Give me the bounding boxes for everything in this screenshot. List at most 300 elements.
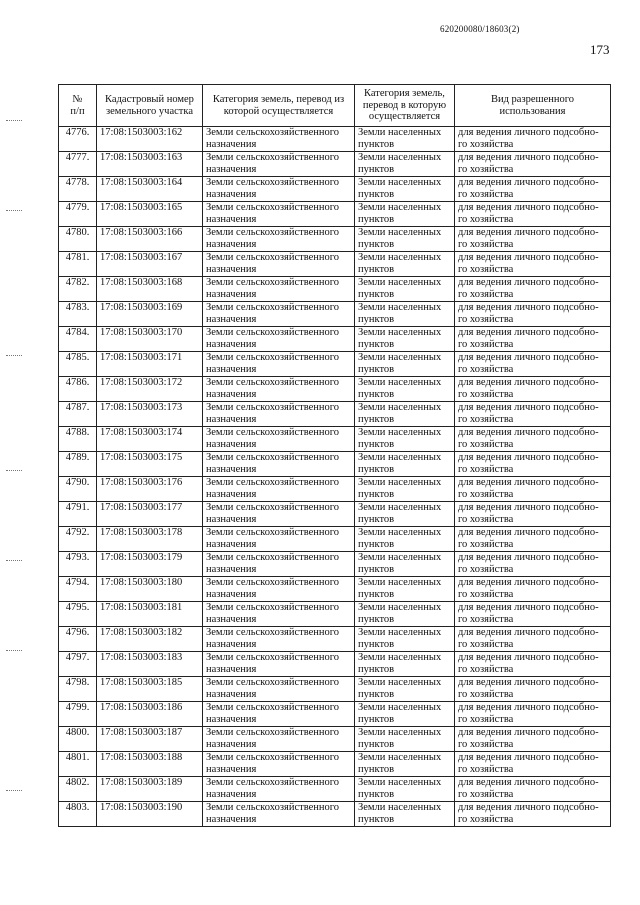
category-from-cell — [203, 152, 355, 177]
row-number-cell — [59, 277, 97, 302]
cadastral-number-cell — [97, 802, 203, 827]
cadastral-number-cell — [97, 502, 203, 527]
table-row — [59, 577, 611, 602]
cadastral-number-cell — [97, 577, 203, 602]
category-to: Земли населенных пунктов — [358, 477, 442, 500]
scan-margin-mark — [6, 560, 22, 562]
row-number: 4801. — [65, 752, 90, 763]
row-number-cell — [59, 652, 97, 677]
category-from-cell — [203, 127, 355, 152]
row-number-cell — [59, 702, 97, 727]
permitted-use-cell — [455, 577, 611, 602]
row-number-cell — [59, 402, 97, 427]
table-row — [59, 427, 611, 452]
cadastral-number: 17:08:1503003:186 — [100, 702, 183, 713]
row-number: 4796. — [65, 627, 90, 638]
table-row — [59, 602, 611, 627]
permitted-use-cell — [455, 602, 611, 627]
cadastral-number-cell — [97, 202, 203, 227]
permitted-use: для ведения личного подсобно- го хозяйства — [458, 802, 599, 825]
scan-margin-mark — [6, 470, 22, 472]
category-to-cell — [355, 477, 455, 502]
category-from: Земли сельскохозяйственного назначения — [206, 477, 340, 500]
category-from: Земли сельскохозяйственного назначения — [206, 402, 340, 425]
category-from-cell — [203, 802, 355, 827]
cadastral-number-cell — [97, 702, 203, 727]
cadastral-number: 17:08:1503003:163 — [100, 152, 183, 163]
row-number: 4803. — [65, 802, 90, 813]
table-row — [59, 702, 611, 727]
category-from-cell — [203, 402, 355, 427]
category-to: Земли населенных пунктов — [358, 727, 442, 750]
category-to: Земли населенных пунктов — [358, 452, 442, 475]
permitted-use-cell — [455, 677, 611, 702]
category-to-cell — [355, 377, 455, 402]
row-number-cell — [59, 452, 97, 477]
category-from: Земли сельскохозяйственного назначения — [206, 327, 340, 350]
row-number-cell — [59, 627, 97, 652]
category-from: Земли сельскохозяйственного назначения — [206, 452, 340, 475]
cadastral-number: 17:08:1503003:164 — [100, 177, 183, 188]
permitted-use-cell — [455, 802, 611, 827]
cadastral-number-cell — [97, 752, 203, 777]
table-row — [59, 402, 611, 427]
category-from-cell — [203, 377, 355, 402]
category-to: Земли населенных пунктов — [358, 202, 442, 225]
row-number: 4776. — [65, 127, 90, 138]
scan-margin-mark — [6, 355, 22, 357]
category-from: Земли сельскохозяйственного назначения — [206, 502, 340, 525]
category-from: Земли сельскохозяйственного назначения — [206, 527, 340, 550]
category-from-cell — [203, 627, 355, 652]
cadastral-number: 17:08:1503003:188 — [100, 752, 183, 763]
cadastral-number-cell — [97, 177, 203, 202]
cadastral-number: 17:08:1503003:178 — [100, 527, 183, 538]
category-from: Земли сельскохозяйственного назначения — [206, 252, 340, 275]
category-from-cell — [203, 452, 355, 477]
row-number-cell — [59, 727, 97, 752]
cadastral-number-cell — [97, 602, 203, 627]
category-to: Земли населенных пунктов — [358, 677, 442, 700]
category-from: Земли сельскохозяйственного назначения — [206, 302, 340, 325]
permitted-use: для ведения личного подсобно- го хозяйства — [458, 302, 599, 325]
cadastral-number: 17:08:1503003:182 — [100, 627, 183, 638]
cadastral-number-cell — [97, 152, 203, 177]
category-from: Земли сельскохозяйственного назначения — [206, 552, 340, 575]
table-row — [59, 752, 611, 777]
permitted-use-cell — [455, 502, 611, 527]
category-to: Земли населенных пунктов — [358, 277, 442, 300]
category-to: Земли населенных пунктов — [358, 627, 442, 650]
category-from-cell — [203, 177, 355, 202]
category-to: Земли населенных пунктов — [358, 177, 442, 200]
cadastral-number: 17:08:1503003:177 — [100, 502, 183, 513]
category-to-cell — [355, 752, 455, 777]
category-to: Земли населенных пунктов — [358, 552, 442, 575]
row-number: 4782. — [65, 277, 90, 288]
row-number-cell — [59, 177, 97, 202]
cadastral-number: 17:08:1503003:167 — [100, 252, 183, 263]
cadastral-number: 17:08:1503003:190 — [100, 802, 183, 813]
row-number: 4788. — [65, 427, 90, 438]
row-number-cell — [59, 152, 97, 177]
cadastral-number: 17:08:1503003:187 — [100, 727, 183, 738]
cadastral-number-cell — [97, 227, 203, 252]
category-to-cell — [355, 702, 455, 727]
cadastral-number: 17:08:1503003:183 — [100, 652, 183, 663]
category-to-cell — [355, 227, 455, 252]
category-to-cell — [355, 127, 455, 152]
scan-margin-mark — [6, 210, 22, 212]
permitted-use-cell — [455, 777, 611, 802]
category-to: Земли населенных пунктов — [358, 777, 442, 800]
category-from: Земли сельскохозяйственного назначения — [206, 727, 340, 750]
category-to-cell — [355, 327, 455, 352]
table-row — [59, 152, 611, 177]
category-to: Земли населенных пунктов — [358, 652, 442, 675]
row-number-cell — [59, 352, 97, 377]
row-number-cell — [59, 477, 97, 502]
category-from: Земли сельскохозяйственного назначения — [206, 627, 340, 650]
permitted-use-cell — [455, 627, 611, 652]
category-to-cell — [355, 452, 455, 477]
permitted-use: для ведения личного подсобно- го хозяйства — [458, 152, 599, 175]
permitted-use-cell — [455, 302, 611, 327]
row-number: 4797. — [65, 652, 90, 663]
cadastral-number-cell — [97, 427, 203, 452]
row-number-cell — [59, 227, 97, 252]
column-header-cadastral-number: Кадастровый номер земельного участка — [97, 85, 203, 127]
table-row — [59, 277, 611, 302]
category-from-cell — [203, 777, 355, 802]
category-from: Земли сельскохозяйственного назначения — [206, 802, 340, 825]
table-row — [59, 477, 611, 502]
row-number: 4786. — [65, 377, 90, 388]
row-number-cell — [59, 677, 97, 702]
table-row — [59, 627, 611, 652]
cadastral-number-cell — [97, 402, 203, 427]
category-to: Земли населенных пунктов — [358, 802, 442, 825]
permitted-use: для ведения личного подсобно- го хозяйства — [458, 127, 599, 150]
permitted-use-cell — [455, 477, 611, 502]
category-to-cell — [355, 652, 455, 677]
permitted-use: для ведения личного подсобно- го хозяйства — [458, 277, 599, 300]
permitted-use: для ведения личного подсобно- го хозяйства — [458, 427, 599, 450]
cadastral-number: 17:08:1503003:179 — [100, 552, 183, 563]
permitted-use: для ведения личного подсобно- го хозяйства — [458, 652, 599, 675]
table-header-row — [59, 85, 611, 127]
category-from: Земли сельскохозяйственного назначения — [206, 777, 340, 800]
cadastral-number: 17:08:1503003:165 — [100, 202, 183, 213]
permitted-use-cell — [455, 452, 611, 477]
category-to-cell — [355, 302, 455, 327]
column-header-category-from: Категория земель, перевод из которой осуществляется — [203, 85, 355, 127]
category-to: Земли населенных пунктов — [358, 127, 442, 150]
permitted-use-cell — [455, 727, 611, 752]
category-to: Земли населенных пунктов — [358, 702, 442, 725]
category-from-cell — [203, 602, 355, 627]
permitted-use: для ведения личного подсобно- го хозяйства — [458, 452, 599, 475]
cadastral-number-cell — [97, 652, 203, 677]
row-number-cell — [59, 127, 97, 152]
row-number: 4798. — [65, 677, 90, 688]
table-row — [59, 202, 611, 227]
table-row — [59, 252, 611, 277]
category-from-cell — [203, 502, 355, 527]
category-from: Земли сельскохозяйственного назначения — [206, 227, 340, 250]
row-number: 4800. — [65, 727, 90, 738]
category-from-cell — [203, 302, 355, 327]
cadastral-number-cell — [97, 727, 203, 752]
cadastral-number: 17:08:1503003:176 — [100, 477, 183, 488]
cadastral-number-cell — [97, 527, 203, 552]
permitted-use-cell — [455, 352, 611, 377]
category-to: Земли населенных пунктов — [358, 427, 442, 450]
category-to: Земли населенных пунктов — [358, 577, 442, 600]
category-from-cell — [203, 727, 355, 752]
row-number: 4784. — [65, 327, 90, 338]
scan-margin-mark — [6, 790, 22, 792]
cadastral-number-cell — [97, 552, 203, 577]
cadastral-number-cell — [97, 252, 203, 277]
cadastral-number: 17:08:1503003:171 — [100, 352, 183, 363]
category-from-cell — [203, 577, 355, 602]
table-row — [59, 377, 611, 402]
category-to-cell — [355, 252, 455, 277]
cadastral-number-cell — [97, 452, 203, 477]
category-to-cell — [355, 577, 455, 602]
permitted-use: для ведения личного подсобно- го хозяйства — [458, 702, 599, 725]
row-number-cell — [59, 752, 97, 777]
category-to: Земли населенных пунктов — [358, 152, 442, 175]
category-to-cell — [355, 727, 455, 752]
row-number: 4787. — [65, 402, 90, 413]
document-number: 620200080/18603(2) — [440, 24, 520, 34]
row-number-cell — [59, 577, 97, 602]
permitted-use: для ведения личного подсобно- го хозяйства — [458, 477, 599, 500]
cadastral-number: 17:08:1503003:185 — [100, 677, 183, 688]
cadastral-number-cell — [97, 302, 203, 327]
row-number: 4778. — [65, 177, 90, 188]
category-from-cell — [203, 677, 355, 702]
category-from: Земли сельскохозяйственного назначения — [206, 677, 340, 700]
permitted-use-cell — [455, 527, 611, 552]
permitted-use: для ведения личного подсобно- го хозяйства — [458, 227, 599, 250]
category-from: Земли сельскохозяйственного назначения — [206, 602, 340, 625]
category-to-cell — [355, 202, 455, 227]
table-row — [59, 802, 611, 827]
row-number: 4789. — [65, 452, 90, 463]
category-from-cell — [203, 427, 355, 452]
permitted-use-cell — [455, 377, 611, 402]
land-registry-table — [58, 84, 611, 827]
row-number: 4783. — [65, 302, 90, 313]
category-to: Земли населенных пунктов — [358, 252, 442, 275]
permitted-use: для ведения личного подсобно- го хозяйства — [458, 602, 599, 625]
table-row — [59, 302, 611, 327]
permitted-use: для ведения личного подсобно- го хозяйства — [458, 627, 599, 650]
permitted-use-cell — [455, 427, 611, 452]
cadastral-number: 17:08:1503003:175 — [100, 452, 183, 463]
row-number-cell — [59, 202, 97, 227]
cadastral-number-cell — [97, 377, 203, 402]
cadastral-number: 17:08:1503003:172 — [100, 377, 183, 388]
row-number-cell — [59, 502, 97, 527]
cadastral-number-cell — [97, 352, 203, 377]
category-from-cell — [203, 202, 355, 227]
table-row — [59, 127, 611, 152]
category-from-cell — [203, 352, 355, 377]
category-from: Земли сельскохозяйственного назначения — [206, 277, 340, 300]
cadastral-number: 17:08:1503003:162 — [100, 127, 183, 138]
category-to-cell — [355, 402, 455, 427]
permitted-use: для ведения личного подсобно- го хозяйства — [458, 777, 599, 800]
table-row — [59, 502, 611, 527]
table-body — [59, 127, 611, 827]
row-number-cell — [59, 602, 97, 627]
table-row — [59, 552, 611, 577]
column-header-permitted-use: Вид разрешенного использования — [455, 85, 611, 127]
category-to-cell — [355, 802, 455, 827]
category-from: Земли сельскохозяйственного назначения — [206, 152, 340, 175]
permitted-use: для ведения личного подсобно- го хозяйства — [458, 177, 599, 200]
category-from: Земли сельскохозяйственного назначения — [206, 427, 340, 450]
column-header-category-to: Категория земель, перевод в которую осуществляется — [355, 85, 455, 127]
category-from: Земли сельскохозяйственного назначения — [206, 177, 340, 200]
row-number: 4777. — [65, 152, 90, 163]
row-number-cell — [59, 327, 97, 352]
category-to-cell — [355, 627, 455, 652]
cadastral-number: 17:08:1503003:169 — [100, 302, 183, 313]
permitted-use-cell — [455, 702, 611, 727]
permitted-use: для ведения личного подсобно- го хозяйства — [458, 577, 599, 600]
row-number-cell — [59, 552, 97, 577]
table-row — [59, 352, 611, 377]
row-number-cell — [59, 427, 97, 452]
category-to-cell — [355, 502, 455, 527]
row-number-cell — [59, 302, 97, 327]
row-number-cell — [59, 377, 97, 402]
scan-margin-mark — [6, 650, 22, 652]
category-to: Земли населенных пунктов — [358, 377, 442, 400]
permitted-use: для ведения личного подсобно- го хозяйства — [458, 327, 599, 350]
table-row — [59, 452, 611, 477]
category-to: Земли населенных пунктов — [358, 302, 442, 325]
table-row — [59, 727, 611, 752]
table-row — [59, 527, 611, 552]
category-to-cell — [355, 352, 455, 377]
category-to: Земли населенных пунктов — [358, 502, 442, 525]
row-number: 4795. — [65, 602, 90, 613]
category-to-cell — [355, 177, 455, 202]
category-from: Земли сельскохозяйственного назначения — [206, 702, 340, 725]
table-row — [59, 327, 611, 352]
category-to: Земли населенных пунктов — [358, 352, 442, 375]
row-number-cell — [59, 527, 97, 552]
category-from: Земли сельскохозяйственного назначения — [206, 752, 340, 775]
category-to: Земли населенных пунктов — [358, 227, 442, 250]
permitted-use: для ведения личного подсобно- го хозяйства — [458, 352, 599, 375]
permitted-use-cell — [455, 177, 611, 202]
permitted-use-cell — [455, 127, 611, 152]
category-from-cell — [203, 477, 355, 502]
cadastral-number: 17:08:1503003:180 — [100, 577, 183, 588]
category-from-cell — [203, 327, 355, 352]
row-number: 4799. — [65, 702, 90, 713]
table-row — [59, 652, 611, 677]
permitted-use: для ведения личного подсобно- го хозяйства — [458, 727, 599, 750]
category-to: Земли населенных пунктов — [358, 327, 442, 350]
category-to-cell — [355, 277, 455, 302]
category-from-cell — [203, 702, 355, 727]
category-from: Земли сельскохозяйственного назначения — [206, 202, 340, 225]
row-number: 4790. — [65, 477, 90, 488]
category-from-cell — [203, 227, 355, 252]
category-to-cell — [355, 427, 455, 452]
permitted-use: для ведения личного подсобно- го хозяйства — [458, 552, 599, 575]
permitted-use-cell — [455, 152, 611, 177]
permitted-use: для ведения личного подсобно- го хозяйства — [458, 677, 599, 700]
category-to: Земли населенных пунктов — [358, 527, 442, 550]
row-number: 4792. — [65, 527, 90, 538]
permitted-use: для ведения личного подсобно- го хозяйства — [458, 527, 599, 550]
category-from: Земли сельскохозяйственного назначения — [206, 652, 340, 675]
permitted-use-cell — [455, 202, 611, 227]
cadastral-number-cell — [97, 127, 203, 152]
row-number: 4785. — [65, 352, 90, 363]
cadastral-number-cell — [97, 777, 203, 802]
cadastral-number-cell — [97, 677, 203, 702]
permitted-use: для ведения личного подсобно- го хозяйства — [458, 752, 599, 775]
cadastral-number: 17:08:1503003:168 — [100, 277, 183, 288]
category-from-cell — [203, 652, 355, 677]
cadastral-number-cell — [97, 277, 203, 302]
permitted-use-cell — [455, 227, 611, 252]
page-number: 173 — [590, 42, 610, 57]
table-row — [59, 177, 611, 202]
category-from-cell — [203, 527, 355, 552]
cadastral-number: 17:08:1503003:174 — [100, 427, 183, 438]
row-number-cell — [59, 802, 97, 827]
category-from-cell — [203, 252, 355, 277]
cadastral-number-cell — [97, 477, 203, 502]
scan-margin-mark — [6, 120, 22, 122]
category-to-cell — [355, 527, 455, 552]
category-from-cell — [203, 552, 355, 577]
row-number: 4794. — [65, 577, 90, 588]
category-from: Земли сельскохозяйственного назначения — [206, 127, 340, 150]
category-from: Земли сельскохозяйственного назначения — [206, 577, 340, 600]
permitted-use: для ведения личного подсобно- го хозяйства — [458, 202, 599, 225]
category-from-cell — [203, 277, 355, 302]
table-row — [59, 777, 611, 802]
permitted-use-cell — [455, 277, 611, 302]
row-number-cell — [59, 777, 97, 802]
category-to-cell — [355, 777, 455, 802]
permitted-use-cell — [455, 552, 611, 577]
row-number: 4791. — [65, 502, 90, 513]
cadastral-number: 17:08:1503003:189 — [100, 777, 183, 788]
permitted-use-cell — [455, 652, 611, 677]
category-to-cell — [355, 677, 455, 702]
row-number: 4780. — [65, 227, 90, 238]
category-to-cell — [355, 552, 455, 577]
row-number: 4781. — [65, 252, 90, 263]
permitted-use: для ведения личного подсобно- го хозяйства — [458, 502, 599, 525]
permitted-use-cell — [455, 327, 611, 352]
category-to: Земли населенных пунктов — [358, 402, 442, 425]
cadastral-number-cell — [97, 627, 203, 652]
